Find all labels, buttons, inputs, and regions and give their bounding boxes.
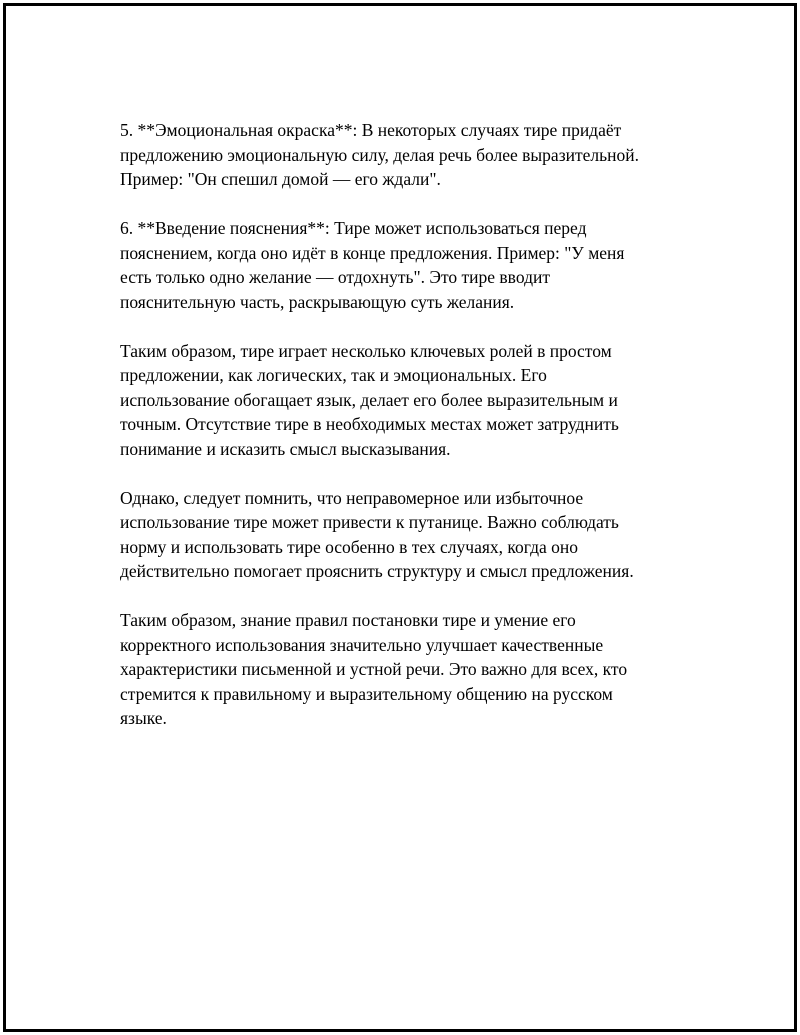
text-line: Пример: "Он спешил домой — его ждали". <box>120 169 441 189</box>
paragraph-conclusion <box>120 608 700 731</box>
text-line: действительно помогает прояснить структуру и смысл предложения. <box>120 561 634 581</box>
text-line: 6. **Введение пояснения**: Тире может использоваться перед <box>120 218 587 238</box>
text-line: пояснительную часть, раскрывающую суть желания. <box>120 291 515 312</box>
paragraph-summary-roles <box>120 339 700 462</box>
text-line: использование тире может привести к путанице. Важно соблюдать <box>120 512 619 532</box>
paragraph-caution-overuse <box>120 486 700 584</box>
text-line: языке. <box>120 708 167 728</box>
paragraph-introducing-explanation <box>120 216 700 314</box>
text-line: есть только одно желание — отдохнуть". Это тире вводит <box>120 267 550 287</box>
text-line: предложении, как логических, так и эмоциональных. Его <box>120 365 547 385</box>
text-line: Таким образом, тире играет несколько ключевых ролей в простом <box>120 340 612 361</box>
page-frame <box>3 3 797 1032</box>
text-line: Однако, следует помнить, что неправомерное или избыточное <box>120 487 584 508</box>
paragraph-emotional-coloring <box>120 118 700 192</box>
document-body <box>120 118 700 755</box>
text-line: предложению эмоциональную силу, делая речь более выразительной. <box>120 144 639 165</box>
text-line: Таким образом, знание правил постановки тире и умение его <box>120 610 576 630</box>
text-line: использование обогащает язык, делает его более выразительным и <box>120 389 618 410</box>
text-line: стремится к правильному и выразительному общению на русском <box>120 683 613 704</box>
text-line: характеристики письменной и устной речи. Это важно для всех, кто <box>120 659 628 679</box>
text-line: понимание и исказить смысл высказывания. <box>120 438 451 459</box>
text-line: точным. Отсутствие тире в необходимых местах может затруднить <box>120 414 619 434</box>
text-line: пояснением, когда оно идёт в конце предложения. Пример: "У меня <box>120 242 625 263</box>
text-line: норму и использовать тире особенно в тех случаях, когда оно <box>120 536 578 557</box>
text-line: корректного использования значительно улучшает качественные <box>120 634 604 655</box>
text-line: 5. **Эмоциональная окраска**: В некоторых случаях тире придаёт <box>120 120 622 140</box>
